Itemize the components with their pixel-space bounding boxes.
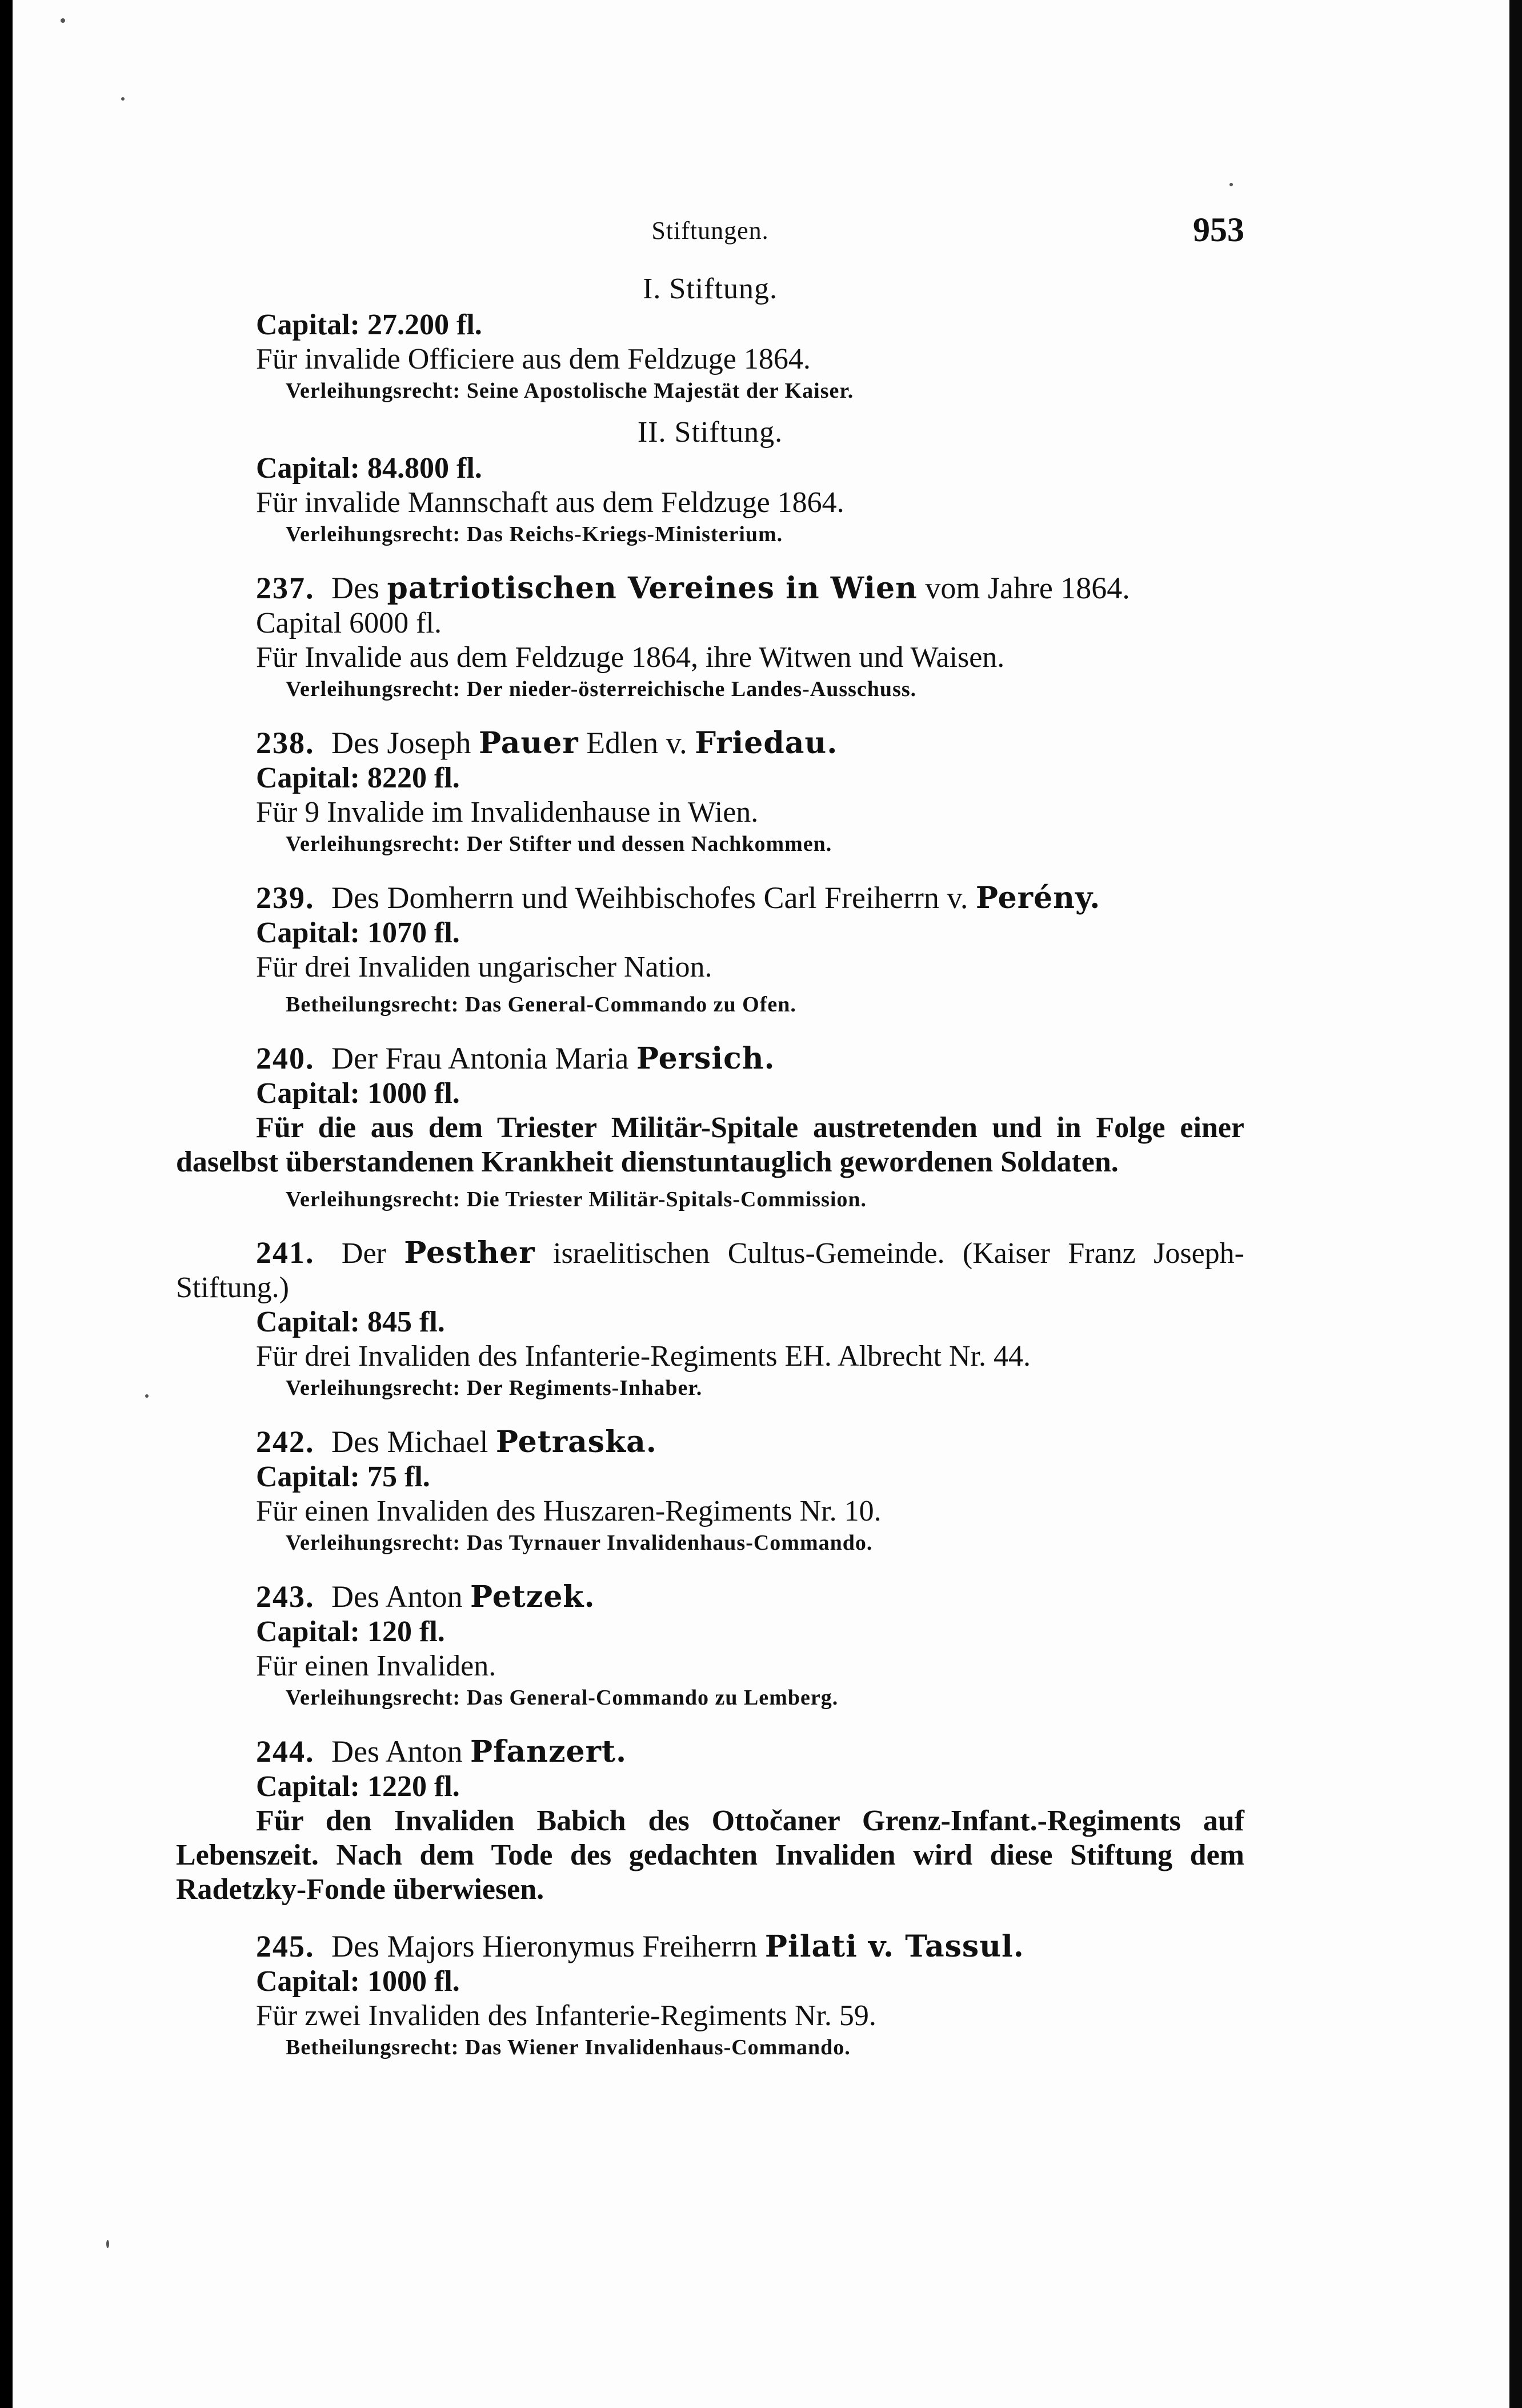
heading-name: Petzek. [470,1579,595,1614]
scan-speck [61,18,65,23]
purpose-line: Für 9 Invalide im Invalidenhause in Wien. [256,796,759,829]
entry-number: 244. [256,1734,315,1769]
capital-line: Capital: 75 fl. [256,1461,430,1493]
entry-240 [176,1041,1244,1214]
entry-241 [176,1235,1244,1402]
purpose-line: Für drei Invaliden des Infanterie-Regiments EH. Albrecht Nr. 44. [256,1340,1031,1373]
text-column [176,206,1244,2062]
purpose-line: Für einen Invaliden. [256,1650,496,1682]
entry-number: 241. [256,1235,315,1270]
purpose-line: Für einen Invaliden des Huszaren-Regiments Nr. 10. [256,1495,882,1527]
capital-line: Capital: 8220 fl. [256,762,460,794]
scan-edge [1509,0,1522,2408]
heading-name: Pfanzert. [470,1734,627,1769]
heading-name: Pauer [478,726,579,761]
entry-243 [176,1579,1244,1712]
book-page [13,0,1509,2408]
rights-line: Verleihungsrecht: Der nieder-österreichische Landes-Ausschuss. [286,677,917,701]
rights-line: Verleihungsrecht: Das Reichs-Kriegs-Ministerium. [286,522,783,546]
heading-text: Des Majors Hieronymus Freiherrn [331,1929,758,1963]
purpose-line: Für invalide Mannschaft aus dem Feldzuge 1864. [256,486,844,519]
entry-heading [176,725,1244,761]
capital-line: Capital: 1070 fl. [256,917,460,949]
rights-line: Verleihungsrecht: Das Tyrnauer Invalidenhaus-Commando. [286,1531,873,1555]
heading-name: patriotischen Vereines in Wien [387,571,918,606]
capital-line: Capital: 1000 fl. [256,1965,460,1998]
heading-name: Petraska. [495,1425,657,1459]
running-header [176,206,1244,251]
entry-heading [176,1041,1244,1077]
rights-line: Betheilungsrecht: Das General-Commando zu Ofen. [286,993,796,1017]
heading-text: Edlen v. [586,726,687,760]
entry-number: 238. [256,726,315,760]
scan-speck [145,1394,149,1398]
capital-line: Capital: 1220 fl. [256,1770,460,1803]
heading-name: Persich. [636,1041,775,1076]
purpose-line: Für drei Invaliden ungarischer Nation. [256,951,712,983]
heading-text: vom Jahre 1864. [925,571,1130,605]
entry-number: 240. [256,1041,315,1075]
heading-name: Pilati v. Tassul. [764,1929,1024,1964]
heading-name: Friedau. [695,726,838,761]
capital-line: Capital: 84.800 fl. [256,452,482,485]
rights-line: Verleihungsrecht: Das General-Commando zu Lemberg. [286,1686,839,1710]
capital-line: Capital 6000 fl. [256,607,442,639]
heading-name: Pesther [404,1235,535,1270]
purpose-line: Für Invalide aus dem Feldzuge 1864, ihre Witwen und Waisen. [256,641,1005,674]
rights-line: Verleihungsrecht: Die Triester Militär-Spitals-Commission. [286,1187,867,1211]
entry-heading [176,570,1244,606]
section-heading: II. Stiftung. [637,416,783,449]
heading-text: Des Anton [331,1734,463,1769]
purpose-paragraph: Für den Invaliden Babich des Ottočaner Grenz-Infant.-Regiments auf Lebenszeit. Nach dem Tode des gedachten Invaliden wird diese Stiftung dem Radetzky-Fonde überwiesen. [176,1805,1244,1906]
entry-number: 239. [256,881,315,915]
scan-speck [1229,183,1233,186]
heading-text: Der Frau Antonia Maria [331,1041,629,1075]
heading-text: Des [331,571,379,605]
stiftung-ii [176,415,1244,549]
entry-heading [176,1235,1244,1305]
purpose-paragraph: Für die aus dem Triester Militär-Spitale austretenden und in Folge einer daselbst überstandenen Krankheit dienstuntauglich gewordenen Soldaten. [176,1111,1244,1178]
capital-line: Capital: 845 fl. [256,1306,445,1338]
entry-242 [176,1424,1244,1557]
entry-237 [176,570,1244,703]
rights-line: Betheilungsrecht: Das Wiener Invalidenhaus-Commando. [286,2035,851,2059]
entry-heading [176,1734,1244,1770]
purpose-line: Für invalide Officiere aus dem Feldzuge 1864. [256,343,811,375]
rights-line: Verleihungsrecht: Der Regiments-Inhaber. [286,1376,703,1400]
scan-speck [121,97,125,101]
entry-244 [176,1734,1244,1907]
entry-number: 243. [256,1579,315,1614]
heading-text: Des Joseph [331,726,471,760]
purpose-line: Für zwei Invaliden des Infanterie-Regiments Nr. 59. [256,1999,876,2032]
capital-line: Capital: 1000 fl. [256,1077,460,1110]
entry-heading [176,1424,1244,1460]
entry-239 [176,880,1244,1019]
entry-heading [176,1579,1244,1615]
running-title: Stiftungen. [651,217,769,245]
heading-text: israelitischen Cultus-Gemeinde. (Kaiser Franz Joseph-Stiftung.) [176,1237,1245,1304]
stiftung-i [176,272,1244,405]
capital-line: Capital: 27.200 fl. [256,309,482,341]
entry-number: 242. [256,1425,315,1459]
heading-name: Perény. [975,881,1101,915]
entry-heading [176,880,1244,916]
heading-text: Des Anton [331,1579,463,1614]
rights-line: Verleihungsrecht: Der Stifter und dessen Nachkommen. [286,832,832,856]
entry-number: 237. [256,571,315,605]
heading-text: Des Domherrn und Weihbischofes Carl Freiherrn v. [331,881,968,915]
section-heading: I. Stiftung. [643,273,778,305]
entry-heading [176,1929,1244,1965]
entry-245 [176,1929,1244,2062]
capital-line: Capital: 120 fl. [256,1615,445,1648]
rights-line: Verleihungsrecht: Seine Apostolische Majestät der Kaiser. [286,379,854,403]
scan-speck [106,2240,109,2248]
heading-text: Der [341,1237,386,1270]
entry-number: 245. [256,1929,315,1963]
page-number: 953 [1193,211,1244,249]
entry-238 [176,725,1244,858]
heading-text: Des Michael [331,1425,488,1459]
